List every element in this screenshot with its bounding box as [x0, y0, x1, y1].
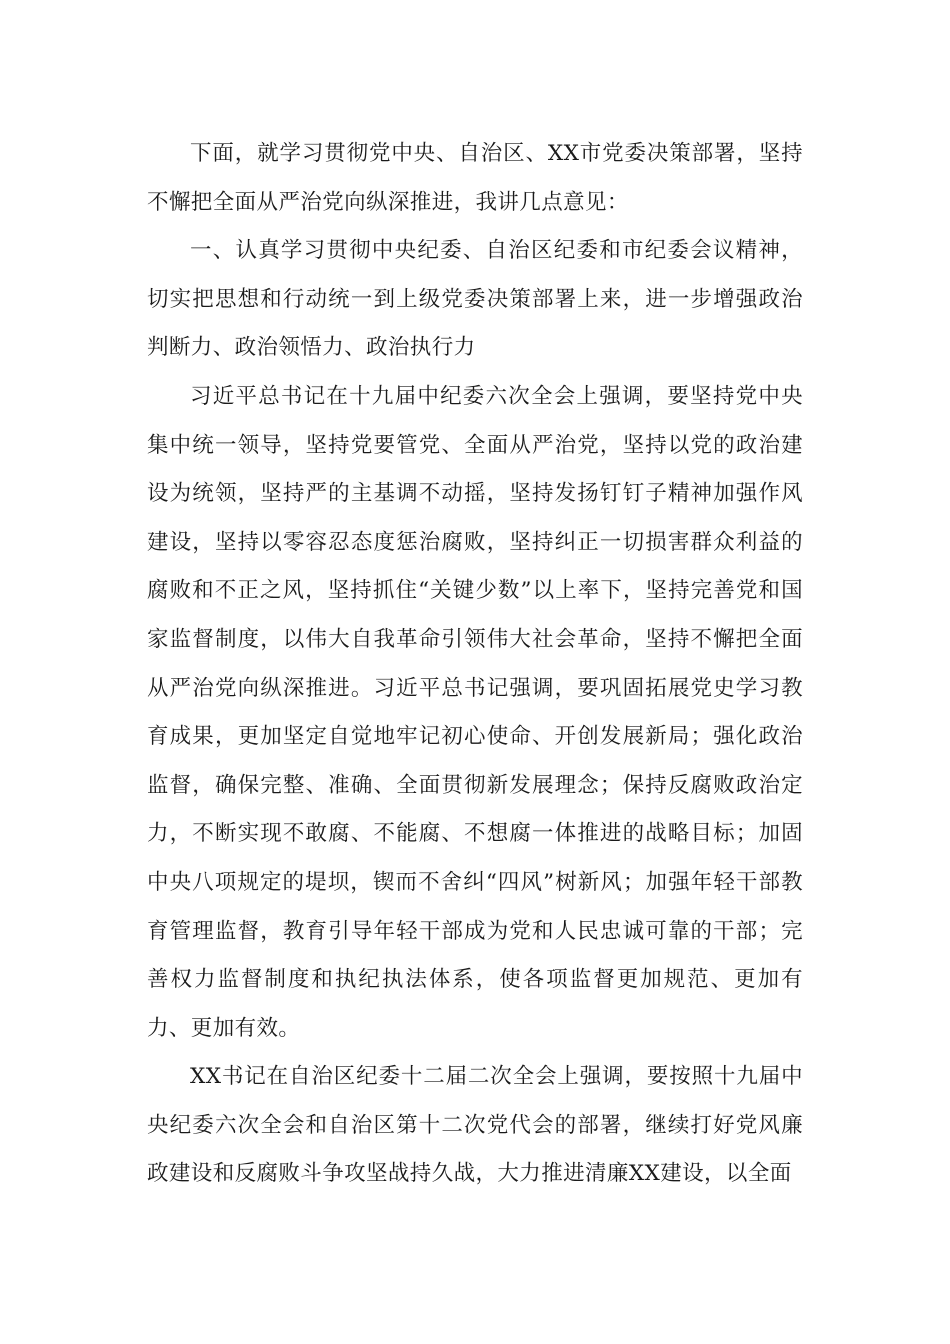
- section-heading: 一、认真学习贯彻中央纪委、自治区纪委和市纪委会议精神，切实把思想和行动统一到上级党委决策部署上来，进一步增强政治判断力、政治领悟力、政治执行力: [147, 238, 803, 361]
- document-body: [147, 130, 803, 1199]
- intro-paragraph: 下面，就学习贯彻党中央、自治区、XX市党委决策部署，坚持不懈把全面从严治党向纵深推进，我讲几点意见：: [147, 141, 803, 215]
- body-paragraph: XX书记在自治区纪委十二届二次全会上强调，要按照十九届中央纪委六次全会和自治区第十二次党代会的部署，继续打好党风廉政建设和反腐败斗争攻坚战持久战，大力推进清廉XX建设，以全面: [147, 1064, 803, 1187]
- body-paragraph: 习近平总书记在十九届中纪委六次全会上强调，要坚持党中央集中统一领导，坚持党要管党、全面从严治党，坚持以党的政治建设为统领，坚持严的主基调不动摇，坚持发扬钉钉子精神加强作风建设，坚持以零容忍态度惩治腐败，坚持纠正一切损害群众利益的腐败和不正之风，坚持抓住“关键少数”以上率下，坚持完善党和国家监督制度，以伟大自我革命引领伟大社会革命，坚持不懈把全面从严治党向纵深推进。习近平总书记强调，要巩固拓展党史学习教育成果，更加坚定自觉地牢记初心使命、开创发展新局；强化政治监督，确保完整、准确、全面贯彻新发展理念；保持反腐败政治定力，不断实现不敢腐、不能腐、不想腐一体推进的战略目标；加固中央八项规定的堤坝，锲而不舍纠“四风”树新风；加强年轻干部教育管理监督，教育引导年轻干部成为党和人民忠诚可靠的干部；完善权力监督制度和执纪执法体系，使各项监督更加规范、更加有力、更加有效。: [147, 383, 803, 1041]
